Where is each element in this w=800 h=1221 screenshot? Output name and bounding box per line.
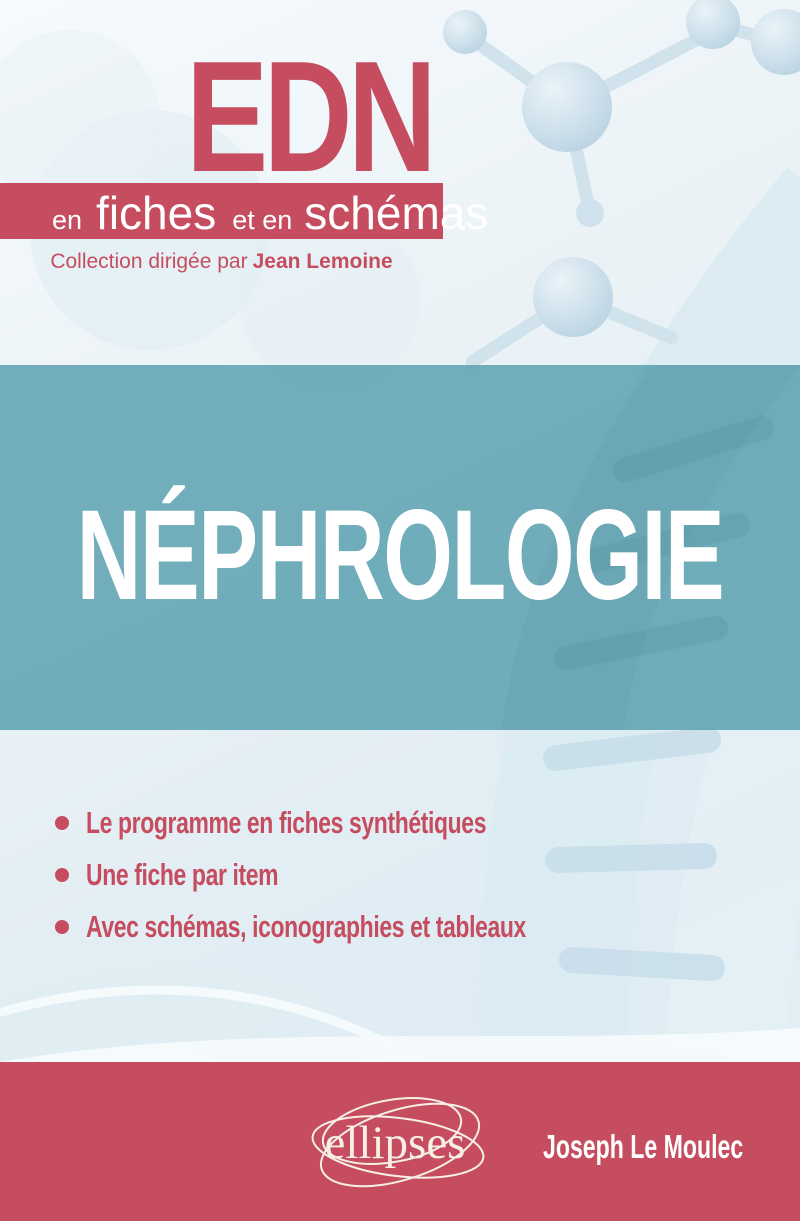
- book-title-text: NÉPHROLOGIE: [76, 484, 724, 627]
- author-name-text: Joseph Le Moulec: [543, 1128, 744, 1165]
- title-band: [0, 365, 800, 730]
- bullet-dot: [55, 816, 69, 830]
- bullet-dot: [55, 920, 69, 934]
- bullet-dot: [55, 868, 69, 882]
- feature-list: [55, 797, 680, 953]
- ellipses-rings-icon: [300, 1085, 490, 1203]
- publisher-band: [0, 1062, 800, 1221]
- feature-text: Le programme en fiches synthétiques: [86, 805, 487, 840]
- feature-item: [55, 797, 680, 849]
- banner-word-et-en: et en: [232, 205, 293, 235]
- banner-word-en: en: [52, 205, 83, 235]
- collection-credit: [0, 250, 443, 274]
- feature-item: [55, 901, 680, 953]
- feature-text: Une fiche par item: [86, 857, 279, 892]
- brand-logo-text: EDN: [186, 29, 433, 205]
- publisher-logo: [300, 1085, 490, 1203]
- brand-logo: [186, 29, 433, 205]
- feature-item: [55, 849, 680, 901]
- banner-word-schemas: schémas: [304, 187, 489, 239]
- banner-word-fiches: fiches: [96, 187, 217, 239]
- publisher-logo-text: ellipses: [324, 1117, 466, 1169]
- author-name: [543, 1128, 743, 1166]
- collection-credit-prefix: Collection dirigée par: [50, 250, 248, 273]
- feature-text: Avec schémas, iconographies et tableaux: [86, 909, 526, 944]
- book-title: [0, 365, 800, 730]
- collection-director: Jean Lemoine: [252, 250, 393, 273]
